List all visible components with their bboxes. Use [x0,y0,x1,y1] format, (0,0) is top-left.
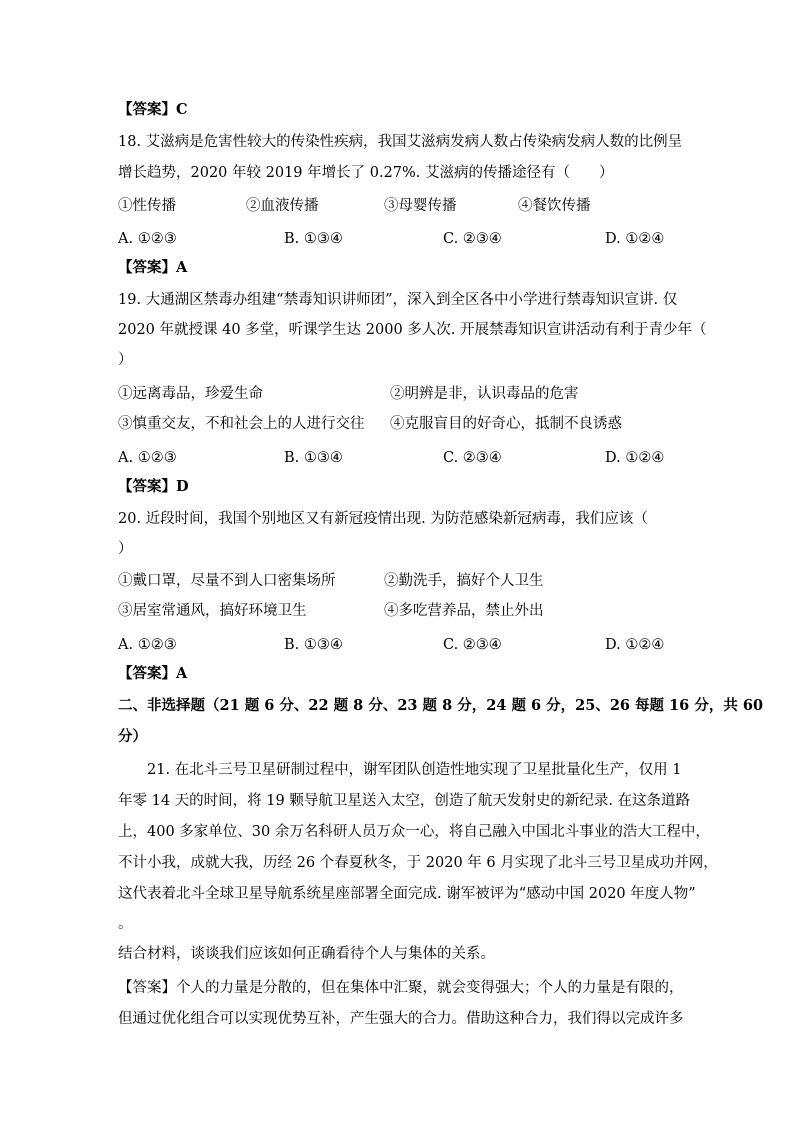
q19-option-1: ①远离毒品，珍爱生命 [118,386,263,402]
q19-option-3: ③慎重交友，不和社会上的人进行交往 [118,416,365,432]
q20-choice-c: C. ②③④ [443,637,502,653]
q21-material-line-6: 。 [118,916,133,932]
section-2-heading-line-2: 分） [118,728,147,745]
q18-choice-d: D. ①②④ [605,231,665,247]
q21-material-line-5: 这代表着北斗全球卫星导航系统星座部署全面完成. 谢军被评为“感动中国 2020 年度人物” [118,886,696,902]
q21-material-line-4: 不计小我，成就大我，历经 26 个春夏秋冬，于 2020 年 6 月实现了北斗三号卫星成功并网， [118,855,718,871]
q19-option-4: ④克服盲目的好奇心，抵制不良诱惑 [390,416,622,432]
q20-option-3: ③居室常通风，搞好环境卫生 [118,603,307,619]
q18-line-2: 增长趋势，2020 年较 2019 年增长了 0.27%. 艾滋病的传播途径有（ ） [118,165,614,181]
q18-choice-c: C. ②③④ [443,231,502,247]
q21-material-line-1: 21. 在北斗三号卫星研制过程中，谢军团队创造性地实现了卫星批量化生产，仅用 1 [118,762,682,778]
q18-choice-a: A. ①②③ [118,231,177,247]
q18-option-1: ①性传播 [118,198,176,214]
q20-line-2: ） [118,541,133,557]
q21-material-line-2: 年零 14 天的时间，将 19 颗导航卫星送入太空，创造了航天发射史的新纪录. 在这条道路 [118,793,691,809]
q20-choice-d: D. ①②④ [605,637,665,653]
q20-choice-a: A. ①②③ [118,637,177,653]
q18-option-2: ②血液传播 [246,198,319,214]
q21-answer-line-1: 【答案】个人的力量是分散的，但在集体中汇聚，就会变得强大；个人的力量是有限的， [118,980,684,996]
answer-17: 【答案】C [118,101,188,118]
q20-choice-b: B. ①③④ [284,637,343,653]
q19-choice-a: A. ①②③ [118,450,177,466]
q19-choice-c: C. ②③④ [443,450,502,466]
q19-line-2: 2020 年就授课 40 多堂，听课学生达 2000 多人次. 开展禁毒知识宣讲活动有利于青少年（ [118,322,707,338]
answer-20: 【答案】A [118,665,188,682]
answer-18: 【答案】A [118,259,188,276]
answer-19: 【答案】D [118,478,189,495]
q18-option-4: ④餐饮传播 [518,198,591,214]
q21-prompt: 结合材料，谈谈我们应该如何正确看待个人与集体的关系。 [118,946,495,962]
q19-choice-b: B. ①③④ [284,450,343,466]
section-2-heading-line-1: 二、非选择题（21 题 6 分、22 题 8 分、23 题 8 分，24 题 6 分，25、26 每题 16 分，共 60 [118,697,764,714]
q20-line-1: 20. 近段时间，我国个别地区又有新冠疫情出现. 为防范感染新冠病毒，我们应该（ [118,511,648,527]
q20-option-1: ①戴口罩，尽量不到人口密集场所 [118,573,336,589]
q18-line-1: 18. 艾滋病是危害性较大的传染性疾病，我国艾滋病发病人数占传染病发病人数的比例呈 [118,134,683,150]
q19-line-3: ） [118,352,133,368]
q19-choice-d: D. ①②④ [605,450,665,466]
q21-answer-line-2: 但通过优化组合可以实现优势互补，产生强大的合力。借助这种合力，我们得以完成许多 [118,1011,684,1027]
q18-choice-b: B. ①③④ [284,231,343,247]
q19-line-1: 19. 大通湖区禁毒办组建“禁毒知识讲师团”，深入到全区各中小学进行禁毒知识宣讲. 仅 [118,292,678,308]
q18-option-3: ③母婴传播 [384,198,457,214]
q20-option-4: ④多吃营养品，禁止外出 [384,603,544,619]
q19-option-2: ②明辨是非，认识毒品的危害 [390,386,579,402]
q21-material-line-3: 上，400 多家单位、30 余万名科研人员万众一心，将自己融入中国北斗事业的浩大工程中， [118,824,710,840]
q20-option-2: ②勤洗手，搞好个人卫生 [384,573,544,589]
